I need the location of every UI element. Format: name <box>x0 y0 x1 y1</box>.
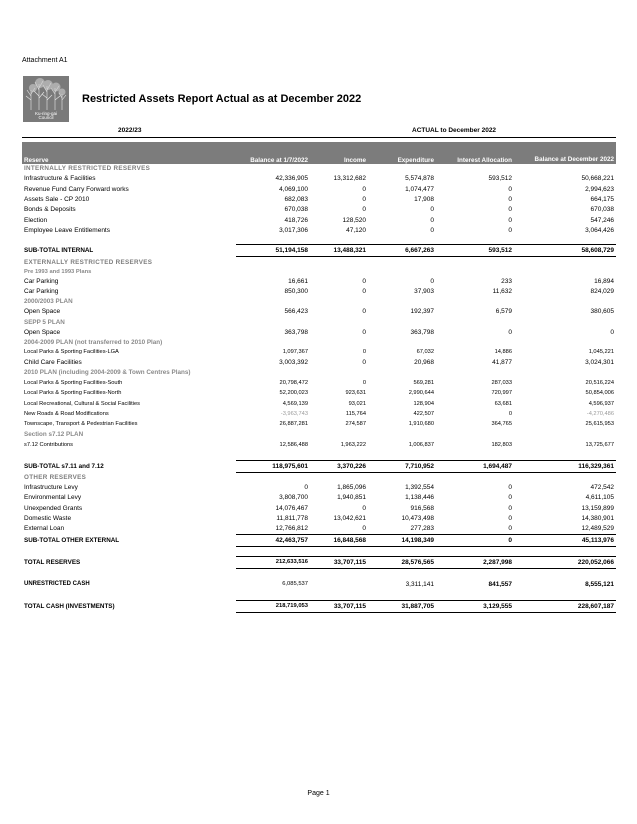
cell-interest: 0 <box>508 185 512 193</box>
cell-closing: 1,045,221 <box>588 349 614 356</box>
cell-opening: 26,887,281 <box>279 421 308 428</box>
cell-opening: 14,076,467 <box>275 504 308 512</box>
spacer-row <box>22 450 616 461</box>
cell-closing: 8,555,121 <box>585 580 614 588</box>
table-row <box>22 358 616 368</box>
table-row <box>22 327 616 337</box>
cell-closing: 0 <box>610 328 614 336</box>
table-row <box>22 307 616 317</box>
row-label: 2004-2009 PLAN (not transferred to 2010 Plan) <box>24 338 163 346</box>
row-label: External Loan <box>24 525 65 533</box>
cell-interest: 841,557 <box>488 580 512 588</box>
subtotal-row <box>22 556 616 568</box>
table-row <box>22 225 616 235</box>
cell-income: 1,865,096 <box>337 484 366 492</box>
cell-opening: 51,194,158 <box>236 245 310 257</box>
col-opening-balance: Balance at 1/7/2022 <box>236 142 310 164</box>
cell-opening: 118,975,601 <box>236 460 310 472</box>
row-label: Child Care Facilities <box>24 359 82 367</box>
cell-interest: 14,886 <box>494 349 512 356</box>
table-row <box>22 388 616 398</box>
cell-expenditure: 1,910,680 <box>408 421 434 428</box>
cell-opening: 1,097,367 <box>282 349 308 356</box>
cell-interest: 0 <box>508 504 512 512</box>
cell-expenditure: 28,576,565 <box>368 556 436 568</box>
cell-closing: 3,024,301 <box>585 359 614 367</box>
row-label: UNRESTRICTED CASH <box>24 581 90 588</box>
subtotal-row <box>22 600 616 612</box>
logo-name: Ku-ring-gai <box>34 110 57 116</box>
cell-closing: 472,542 <box>590 484 614 492</box>
cell-interest: 0 <box>508 195 512 203</box>
cell-expenditure: 0 <box>430 206 434 214</box>
cell-closing: 13,725,677 <box>585 441 614 448</box>
cell-interest: 0 <box>508 484 512 492</box>
table-row <box>22 205 616 215</box>
cell-interest: 6,579 <box>495 308 512 316</box>
row-label: SUB-TOTAL OTHER EXTERNAL <box>24 536 120 544</box>
cell-expenditure: 192,397 <box>410 308 434 316</box>
subtotal-row <box>22 245 616 257</box>
table-row <box>22 503 616 513</box>
restricted-assets-table <box>22 142 616 613</box>
financial-year: 2022/23 <box>118 127 142 134</box>
table-row <box>22 513 616 523</box>
cell-closing: 3,064,426 <box>585 226 614 234</box>
cell-interest: 0 <box>508 514 512 522</box>
plan-heading <box>22 337 616 347</box>
logo-council: Council <box>38 115 54 121</box>
row-label: s7.12 Contributions <box>24 441 74 448</box>
table-row <box>22 524 616 535</box>
cell-income: 0 <box>362 380 366 387</box>
table-row <box>22 276 616 286</box>
cell-income: 0 <box>362 206 366 214</box>
row-label: Open Space <box>24 308 61 316</box>
row-label: Section s7.12 PLAN <box>24 430 84 438</box>
cell-expenditure: 916,568 <box>410 504 434 512</box>
row-label: Unexpended Grants <box>24 504 83 512</box>
cell-opening: 218,719,053 <box>236 600 310 612</box>
cell-interest: 1,694,487 <box>436 460 514 472</box>
plan-heading <box>22 429 616 439</box>
cell-closing: 12,489,529 <box>581 525 614 533</box>
cell-expenditure: 1,392,554 <box>405 484 434 492</box>
row-label: Local Parks & Sporting Facilities-South <box>24 380 123 387</box>
row-label: Environmental Levy <box>24 494 82 502</box>
cell-income: 1,963,222 <box>340 441 366 448</box>
table-row <box>22 419 616 429</box>
row-label: SUB-TOTAL s7.11 and 7.12 <box>24 462 104 470</box>
cell-opening: 670,038 <box>284 206 308 214</box>
row-label: Election <box>24 216 48 224</box>
cell-interest: 0 <box>508 226 512 234</box>
row-label: Domestic Waste <box>24 514 72 522</box>
header-rule <box>22 137 616 138</box>
cell-closing: 228,607,187 <box>514 600 616 612</box>
row-label: Local Parks & Sporting Facilities-LGA <box>24 349 119 356</box>
cell-closing: 58,608,729 <box>514 245 616 257</box>
row-label: TOTAL CASH (INVESTMENTS) <box>24 602 115 610</box>
cell-expenditure: 2,990,644 <box>408 390 434 397</box>
cell-opening: 6,085,537 <box>282 581 308 588</box>
cell-closing: 25,615,953 <box>585 421 614 428</box>
cell-opening: 3,808,700 <box>279 494 308 502</box>
row-label: 2000/2003 PLAN <box>24 298 73 306</box>
cell-interest: 41,877 <box>492 359 512 367</box>
cell-interest: 2,287,998 <box>436 556 514 568</box>
spacer-row <box>22 235 616 245</box>
cell-expenditure: 422,507 <box>413 410 434 417</box>
council-logo <box>23 76 69 122</box>
cell-interest: 0 <box>508 525 512 533</box>
cell-expenditure: 31,887,705 <box>368 600 436 612</box>
cell-closing: 664,175 <box>590 195 614 203</box>
row-label: Bonds & Deposits <box>24 206 76 214</box>
row-label: Car Parking <box>24 288 59 296</box>
cell-income: 0 <box>362 185 366 193</box>
cell-interest: 0 <box>508 494 512 502</box>
row-label: Infrastructure Levy <box>24 484 78 492</box>
cell-opening: 16,661 <box>288 277 308 285</box>
subsection-heading <box>22 267 616 276</box>
cell-opening: 850,300 <box>284 288 308 296</box>
table-row <box>22 482 616 492</box>
cell-interest: 593,512 <box>436 245 514 257</box>
cell-opening: -3,963,743 <box>280 410 308 417</box>
section-heading <box>22 257 616 267</box>
table-row <box>22 194 616 204</box>
cell-interest: 287,033 <box>491 380 512 387</box>
table-row <box>22 286 616 296</box>
cell-expenditure: 6,667,263 <box>368 245 436 257</box>
cell-closing: 50,854,006 <box>585 390 614 397</box>
cell-income: 0 <box>362 195 366 203</box>
cell-interest: 0 <box>508 216 512 224</box>
cell-income: 0 <box>362 308 366 316</box>
table-row <box>22 347 616 357</box>
cell-expenditure: 1,006,837 <box>408 441 434 448</box>
cell-opening: 20,798,472 <box>279 380 308 387</box>
cell-opening: 566,423 <box>284 308 308 316</box>
row-label: Local Parks & Sporting Facilities-North <box>24 390 122 397</box>
cell-interest: 0 <box>436 534 514 546</box>
cell-opening: 682,083 <box>284 195 308 203</box>
row-label: Open Space <box>24 328 61 336</box>
spacer-row <box>22 546 616 556</box>
cell-income: 128,520 <box>342 216 366 224</box>
cell-opening: 4,069,100 <box>279 185 308 193</box>
cell-closing: 4,596,937 <box>588 400 614 407</box>
plan-heading <box>22 368 616 378</box>
spacer-row <box>22 591 616 601</box>
cell-closing: 547,246 <box>590 216 614 224</box>
row-label: Local Recreational, Cultural & Social Facilities <box>24 400 141 407</box>
cell-income: 0 <box>362 525 366 533</box>
row-label: 2010 PLAN (including 2004-2009 & Town Centres Plans) <box>24 369 191 377</box>
plan-heading <box>22 297 616 307</box>
row-label: TOTAL RESERVES <box>24 558 81 566</box>
cell-opening: 212,633,516 <box>236 556 310 568</box>
subtotal-row <box>22 534 616 546</box>
cell-expenditure: 363,798 <box>410 328 434 336</box>
cell-interest: 233 <box>501 277 512 285</box>
cell-income: 0 <box>362 328 366 336</box>
cell-expenditure: 20,968 <box>414 359 434 367</box>
cell-expenditure: 14,198,349 <box>368 534 436 546</box>
section-heading <box>22 472 616 482</box>
cell-closing: 380,605 <box>590 308 614 316</box>
row-label: Car Parking <box>24 277 59 285</box>
cell-interest: 0 <box>508 206 512 214</box>
cell-expenditure: 0 <box>430 216 434 224</box>
cell-income: 3,370,226 <box>310 460 368 472</box>
cell-income <box>310 578 368 591</box>
cell-expenditure: 0 <box>430 226 434 234</box>
cell-expenditure: 7,710,952 <box>368 460 436 472</box>
cell-closing: 824,029 <box>590 288 614 296</box>
cell-income: 0 <box>362 277 366 285</box>
report-title: Restricted Assets Report Actual as at December 2022 <box>82 93 362 105</box>
cell-expenditure: 128,904 <box>413 400 434 407</box>
subtotal-row <box>22 460 616 472</box>
cell-opening: 0 <box>304 484 308 492</box>
cell-opening: 363,798 <box>284 328 308 336</box>
row-label: SUB-TOTAL INTERNAL <box>24 247 94 255</box>
cell-expenditure: 277,283 <box>410 525 434 533</box>
row-label: SEPP 5 PLAN <box>24 318 65 326</box>
cell-closing: 13,159,899 <box>581 504 614 512</box>
row-label: Pre 1993 and 1993 Plans <box>24 268 92 275</box>
cell-opening: 42,463,757 <box>236 534 310 546</box>
cell-interest: 11,632 <box>492 288 512 296</box>
cell-opening: 3,003,392 <box>279 359 308 367</box>
page-number: Page 1 <box>307 790 330 797</box>
cell-income: 13,488,321 <box>310 245 368 257</box>
cell-closing: 20,516,224 <box>585 380 614 387</box>
table-row <box>22 409 616 419</box>
cell-interest: 182,803 <box>491 441 512 448</box>
table-row <box>22 215 616 225</box>
col-reserve: Reserve <box>22 142 236 164</box>
cell-income: 0 <box>362 359 366 367</box>
cell-closing: 4,611,105 <box>585 494 614 502</box>
table-row <box>22 439 616 449</box>
row-label: INTERNALLY RESTRICTED RESERVES <box>24 165 151 173</box>
cell-income: 47,120 <box>346 226 366 234</box>
cell-expenditure: 0 <box>430 277 434 285</box>
cell-opening: 12,766,812 <box>275 525 308 533</box>
cell-expenditure: 569,281 <box>413 380 434 387</box>
cell-income: 0 <box>362 288 366 296</box>
col-income: Income <box>310 142 368 164</box>
table-row <box>22 578 616 591</box>
cell-opening: 12,586,488 <box>279 441 308 448</box>
section-heading <box>22 164 616 174</box>
actual-period: ACTUAL to December 2022 <box>412 127 497 134</box>
cell-income: 115,764 <box>345 410 366 417</box>
table-row <box>22 399 616 409</box>
cell-income: 13,312,682 <box>333 175 366 183</box>
cell-income: 274,587 <box>345 421 366 428</box>
spacer-row <box>22 568 616 578</box>
table-header <box>22 142 616 164</box>
cell-expenditure: 37,903 <box>414 288 434 296</box>
col-closing-balance: Balance at December 2022 <box>514 142 616 164</box>
row-label: Employee Leave Entitlements <box>24 226 110 234</box>
cell-expenditure: 1,138,446 <box>405 494 434 502</box>
cell-income: 1,940,851 <box>337 494 366 502</box>
cell-interest: 0 <box>508 410 512 417</box>
cell-closing: 220,052,066 <box>514 556 616 568</box>
table-row <box>22 493 616 503</box>
cell-income: 93,021 <box>348 400 366 407</box>
cell-closing: 116,329,361 <box>514 460 616 472</box>
cell-expenditure: 5,574,878 <box>405 175 434 183</box>
cell-closing: 45,113,976 <box>514 534 616 546</box>
cell-interest: 3,129,555 <box>436 600 514 612</box>
cell-income: 13,042,621 <box>333 514 366 522</box>
row-label: OTHER RESERVES <box>24 474 87 482</box>
row-label: Revenue Fund Carry Forward works <box>24 185 129 193</box>
cell-interest: 720,997 <box>491 390 512 397</box>
cell-closing: 50,668,221 <box>581 175 614 183</box>
cell-expenditure: 1,074,477 <box>405 185 434 193</box>
cell-expenditure: 10,473,498 <box>401 514 434 522</box>
cell-opening: 3,017,306 <box>279 226 308 234</box>
cell-income: 16,848,568 <box>310 534 368 546</box>
cell-income: 33,707,115 <box>310 600 368 612</box>
cell-opening: 11,811,778 <box>276 514 308 522</box>
cell-interest: 0 <box>508 328 512 336</box>
cell-closing: 2,994,623 <box>585 185 614 193</box>
cell-opening: 4,569,139 <box>282 400 308 407</box>
cell-closing: 16,894 <box>594 277 614 285</box>
row-label: New Roads & Road Modifications <box>24 410 109 417</box>
cell-income: 0 <box>362 504 366 512</box>
row-label: Assets Sale - CP 2010 <box>24 195 90 203</box>
cell-expenditure: 3,311,141 <box>405 580 434 588</box>
plan-heading <box>22 317 616 327</box>
table-row <box>22 184 616 194</box>
attachment-label: Attachment A1 <box>22 57 68 64</box>
row-label: EXTERNALLY RESTRICTED RESERVES <box>24 258 153 266</box>
cell-interest: 364,765 <box>491 421 512 428</box>
cell-interest: 63,681 <box>494 400 512 407</box>
col-interest: Interest Allocation <box>436 142 514 164</box>
cell-income: 33,707,115 <box>310 556 368 568</box>
cell-income: 923,631 <box>345 390 366 397</box>
cell-income: 0 <box>362 349 366 356</box>
row-label: Infrastructure & Facilities <box>24 175 96 183</box>
cell-opening: 42,336,905 <box>275 175 308 183</box>
cell-interest: 593,512 <box>488 175 512 183</box>
cell-opening: 418,726 <box>284 216 308 224</box>
cell-opening: 52,200,023 <box>279 390 308 397</box>
cell-closing: -4,270,486 <box>586 410 614 417</box>
table-row <box>22 378 616 388</box>
col-expenditure: Expenditure <box>368 142 436 164</box>
table-row <box>22 174 616 184</box>
cell-closing: 14,380,901 <box>581 514 614 522</box>
cell-expenditure: 67,032 <box>416 349 434 356</box>
cell-closing: 670,038 <box>590 206 614 214</box>
row-label: Townscape, Transport & Pedestrian Facilities <box>24 421 138 428</box>
cell-expenditure: 17,908 <box>414 195 434 203</box>
